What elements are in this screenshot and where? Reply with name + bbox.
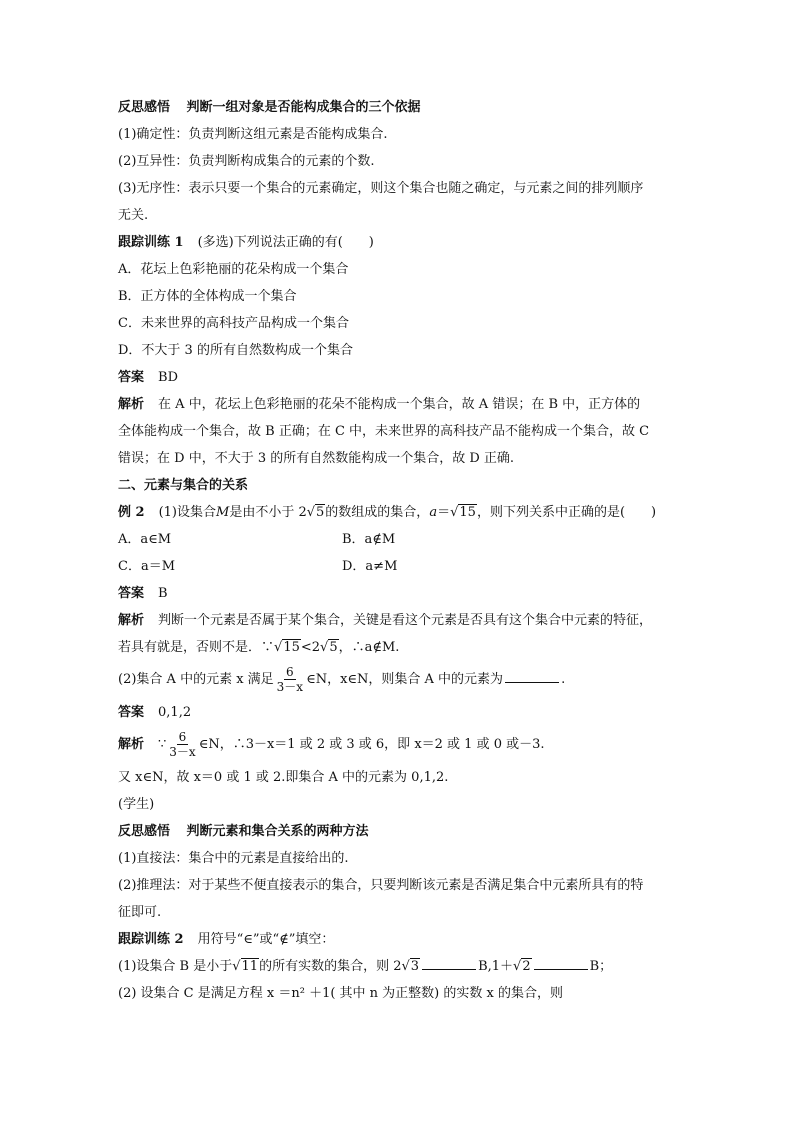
reflect-heading: 判断一组对象是否能构成集合的三个依据: [186, 100, 421, 115]
options-row: [118, 553, 680, 580]
analysis-line: [118, 726, 680, 764]
answer-value: B: [158, 586, 168, 601]
analysis-label: 解析: [118, 397, 145, 412]
analysis-text: 在 A 中，花坛上色彩艳丽的花朵不能构成一个集合，故 A 错误；在 B 中，正方体的: [158, 397, 641, 412]
paragraph: (3)无序性：表示只要一个集合的元素确定，则这个集合也随之确定，与元素之间的排列顺序: [118, 181, 644, 196]
sqrt-symbol: √: [320, 640, 329, 655]
reflect-title: 反思感悟: [118, 824, 171, 839]
analysis-line: 全体能构成一个集合，故 B 正确；在 C 中，未来世界的高科技产品不能构成一个集合，故 C: [118, 424, 650, 439]
set-symbol: M: [216, 505, 230, 520]
analysis-text: 判断一个元素是否属于某个集合，关键是看这个元素是否具有这个集合中元素的特征，: [158, 613, 653, 628]
q-text: 是由不小于 2: [229, 505, 307, 520]
example-label: 例 2: [118, 505, 145, 520]
answer-blank[interactable]: [505, 669, 559, 683]
sqrt-symbol: √: [306, 505, 316, 520]
question-text: (多选)下列说法正确的有( ): [197, 235, 374, 250]
answer-line: [118, 364, 680, 391]
training-label: 跟踪训练 2: [118, 932, 184, 947]
analysis-text: ∈N，∴3－x＝1 或 2 或 3 或 6，即 x＝2 或 1 或 0 或－3.: [198, 737, 545, 752]
analysis-text: 若具有就是，否则不是．∵: [118, 640, 275, 655]
analysis-label: 解析: [118, 613, 145, 628]
paragraph: 无关.: [118, 208, 149, 223]
training-1-question: [118, 229, 680, 256]
answer-label: 答案: [118, 370, 145, 385]
analysis-line: [118, 634, 680, 661]
reflect-header-1: [118, 94, 680, 121]
options-row: [118, 526, 680, 553]
section-heading: 二、元素与集合的关系: [118, 478, 249, 493]
example-2-question-2: [118, 661, 680, 699]
sqrt-symbol: √: [513, 959, 522, 974]
variable: a: [429, 505, 438, 520]
training-2-question: [118, 926, 680, 953]
q-text: ＝: [437, 505, 451, 520]
training-2-item-2: (2) 设集合 C 是满足方程 x ＝n² ＋1( 其中 n 为正整数) 的实数 x 的集合，则: [118, 986, 563, 1001]
sqrt-symbol: √: [274, 640, 283, 655]
sqrt-radicand: 5: [316, 505, 325, 520]
option-d: D．不大于 3 的所有自然数构成一个集合: [118, 343, 353, 358]
answer-label: 答案: [118, 586, 145, 601]
fraction: [167, 730, 197, 759]
example-2-question-1: [118, 499, 680, 526]
sqrt-symbol: √: [232, 959, 241, 974]
fraction-denominator: 3－x: [276, 680, 304, 694]
paragraph: (2)推理法：对于某些不便直接表示的集合，只要判断该元素是否满足集合中元素所具有的特: [118, 878, 644, 893]
option-c: C．未来世界的高科技产品构成一个集合: [118, 316, 349, 331]
analysis-line: 又 x∈N，故 x＝0 或 1 或 2.即集合 A 中的元素为 0,1,2.: [118, 770, 449, 785]
analysis-label: 解析: [118, 737, 145, 752]
answer-value: 0,1,2: [158, 705, 192, 720]
option-d: D．a≠M: [342, 559, 398, 574]
q-text: 的数组成的集合，: [325, 505, 430, 520]
analysis-line: 错误；在 D 中，不大于 3 的所有自然数能构成一个集合，故 D 正确.: [118, 451, 515, 466]
q-text: ，则下列关系中正确的是( ): [476, 505, 657, 520]
sqrt-symbol: √: [401, 959, 410, 974]
sqrt-radicand: 5: [329, 640, 338, 655]
analysis-text: <2: [300, 640, 321, 655]
reflect-header-2: [118, 818, 680, 845]
q-text: .: [561, 672, 566, 687]
sqrt-radicand: 11: [241, 959, 259, 974]
option-b: B．正方体的全体构成一个集合: [118, 289, 297, 304]
paragraph: (2)互异性：负责判断构成集合的元素的个数.: [118, 154, 375, 169]
student-tag: (学生): [118, 797, 155, 812]
training-2-item-1: [118, 953, 680, 980]
answer-blank[interactable]: [422, 956, 476, 970]
option-a: A．花坛上色彩艳丽的花朵构成一个集合: [118, 262, 349, 277]
answer-label: 答案: [118, 705, 145, 720]
paragraph: 征即可.: [118, 905, 162, 920]
analysis-text: ∵: [158, 737, 167, 752]
analysis-line: [118, 391, 680, 418]
answer-line: [118, 580, 680, 607]
sqrt-radicand: 3: [410, 959, 420, 974]
training-label: 跟踪训练 1: [118, 235, 184, 250]
analysis-line: [118, 607, 680, 634]
option-b: B．a∉M: [342, 532, 396, 547]
q-text: (2)集合 A 中的元素 x 满足: [118, 672, 274, 687]
answer-value: BD: [158, 370, 178, 385]
sqrt-radicand: 15: [459, 505, 476, 520]
fraction-denominator: 3－x: [169, 745, 196, 759]
q-text: (1)设集合 B 是小于: [118, 959, 233, 974]
q-text: B,1＋: [478, 959, 514, 974]
q-text: ∈N，x∈N，则集合 A 中的元素为: [306, 672, 504, 687]
document-page: [118, 94, 680, 1007]
question-text: 用符号“∈”或“∉”填空：: [197, 932, 335, 947]
sqrt-radicand: 15: [283, 640, 300, 655]
fraction: [275, 665, 305, 694]
reflect-title: 反思感悟: [118, 100, 171, 115]
fraction-numerator: 6: [178, 730, 187, 744]
answer-blank[interactable]: [534, 956, 588, 970]
sqrt-symbol: √: [450, 505, 459, 520]
fraction-numerator: 6: [286, 665, 294, 679]
answer-line: [118, 699, 680, 726]
reflect-heading: 判断元素和集合关系的两种方法: [186, 824, 369, 839]
paragraph: (1)确定性：负责判断这组元素是否能构成集合.: [118, 127, 388, 142]
option-c: C．a＝M: [118, 559, 176, 574]
analysis-text: ，∴a∉M.: [338, 640, 400, 655]
q-text: 的所有实数的集合，则 2: [259, 959, 402, 974]
q-text: B；: [589, 959, 613, 974]
option-a: A．a∈M: [118, 532, 172, 547]
sqrt-radicand: 2: [522, 959, 531, 974]
q-text: (1)设集合: [158, 505, 216, 520]
paragraph: (1)直接法：集合中的元素是直接给出的.: [118, 851, 349, 866]
